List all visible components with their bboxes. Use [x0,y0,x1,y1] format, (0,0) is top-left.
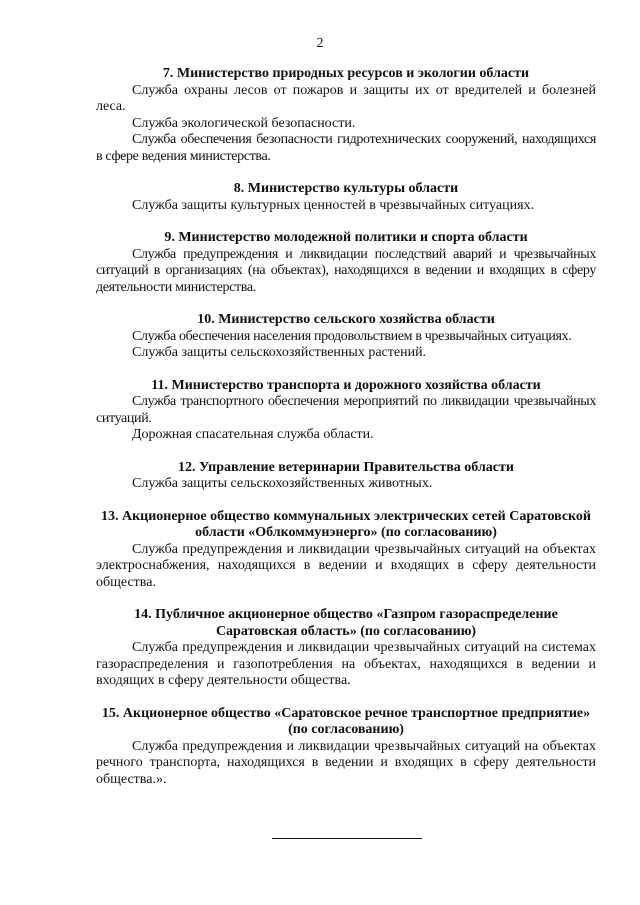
section-title: 14. Публичное акционерное общество «Газпром газораспределение Саратовская область» (по согласованию) [134,607,558,639]
paragraph: Служба предупреждения и ликвидации чрезвычайных ситуаций на объектах электроснабжения, находящихся в ведении и входящих в сферу деятельности общества. [96,541,596,590]
page-number: 2 [316,36,324,51]
section-title: 7. Министерство природных ресурсов и экологии области [162,66,530,81]
paragraph: Служба защиты сельскохозяйственных животных. [132,476,433,491]
paragraph: Служба предупреждения и ликвидации последствий аварий и чрезвычайных ситуаций в организациях (на объектах), находящихся в ведении и входящих в сферу деятельности министерства. [96,246,596,295]
footer-divider [272,838,422,839]
paragraph: Служба защиты культурных ценностей в чрезвычайных ситуациях. [132,197,535,213]
paragraph: Служба обеспечения населения продовольствием в чрезвычайных ситуациях. [132,328,572,344]
section-title: 15. Акционерное общество «Саратовское речное транспортное предприятие» (по согласованию) [101,705,591,737]
paragraph: Служба охраны лесов от пожаров и защиты их от вредителей и болезней леса. [96,82,596,114]
section-14 [96,607,596,690]
section-title: 13. Акционерное общество коммунальных электрических сетей Саратовской области «Облкоммунэнерго» (по согласованию) [100,508,592,540]
paragraph: Служба обеспечения безопасности гидротехнических сооружений, находящихся в сфере ведения министерства. [96,132,596,164]
paragraph: Служба экологической безопасности. [132,115,356,131]
section-title: 9. Министерство молодежной политики и спорта области [164,230,528,245]
section-title: 11. Министерство транспорта и дорожного хозяйства области [151,377,541,393]
section-13 [96,509,596,592]
section-7 [96,66,596,165]
paragraph: Служба предупреждения и ликвидации чрезвычайных ситуаций на системах газораспределения и газопотребления на объектах, находящихся в ведении и входящих в сферу деятельности общества. [96,640,596,688]
section-title: 8. Министерство культуры области [233,181,459,196]
section-title: 12. Управление ветеринарии Правительства области [178,459,514,475]
paragraph: Служба транспортного обеспечения мероприятий по ликвидации чрезвычайных ситуаций. [96,394,596,426]
section-15 [96,706,596,789]
section-12 [96,460,596,493]
paragraph: Дорожная спасательная служба области. [132,427,374,442]
section-11 [96,378,596,444]
section-8 [96,181,596,214]
section-title: 10. Министерство сельского хозяйства области [197,312,495,327]
document-body [96,66,596,804]
paragraph: Служба защиты сельскохозяйственных растений. [132,345,427,360]
paragraph: Служба предупреждения и ликвидации чрезвычайных ситуаций на объектах речного транспорта, находящихся в ведении и входящих в сферу деятельности общества.». [96,738,596,787]
section-10 [96,312,596,362]
section-9 [96,230,596,296]
